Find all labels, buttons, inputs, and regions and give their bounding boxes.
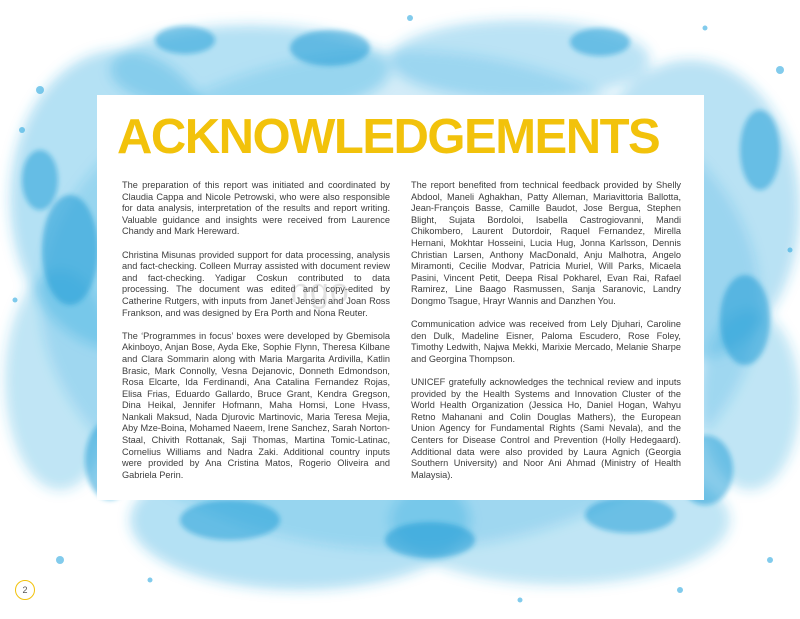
page-title: ACKNOWLEDGEMENTS [117, 110, 660, 164]
paragraph: The preparation of this report was initiated and coordinated by Claudia Cappa and Nicole Petrowski, who were also responsible for data analysis, interpretation of the results and report writing. Valuable guidance and insights were received from Laurence Chandy and Mark Hereward. [122, 180, 390, 237]
content-panel [97, 95, 704, 500]
paragraph: The report benefited from technical feedback provided by Shelly Abdool, Maneli Aghakhan, Patty Alleman, Mariavittoria Ballotta, Jean-François Basse, Camille Baudot, Jose Bergua, Stephen Blight, Sujata Bordoloi, Isabella Castrogiovanni, Mandi Chikombero, Laurent Dutordoir, Raquel Fernandez, Mirella Hernani, Mokhtar Hosseini, Lucia Hug, Jonna Karlsson, Dennis Christian Larsen, Anthony MacDonald, Anju Malhotra, Angelo Miramonti, Cecilie Modvar, Patricia Muriel, Will Parks, Micaela Pasini, Vincent Petit, Deepa Risal Pokharel, Evan Rai, Rafael Ramirez, Line Baago Rasmussen, Sanja Saranovic, Landry Dongmo Tsague, Hrayr Wannis and Danzhen You. [411, 180, 681, 306]
left-column [122, 180, 390, 493]
watermark-text: ngo [290, 272, 350, 310]
paragraph: Communication advice was received from Lely Djuhari, Caroline den Dulk, Madeline Eisner, Paloma Escudero, Rose Foley, Timothy Ledwith, Najwa Mekki, Marixie Mercado, Melanie Sharpe and Georgina Thompson. [411, 319, 681, 364]
page-number: 2 [15, 580, 35, 600]
paragraph: Christina Misunas provided support for data processing, analysis and fact-checking. Colleen Murray assisted with document review and fact-checking. Yadigar Coskun contributed to data processing. The document was edited and copy-edited by Catherine Rutgers, with inputs from Janet Jensen and Joan Ross Frankson, and was designed by Era Porth and Nona Reuter. [122, 249, 390, 318]
paragraph: UNICEF gratefully acknowledges the technical review and inputs provided by the Health Systems and Innovation Cluster of the World Health Organization (Jessica Ho, Daniel Hogan, Wahyu Retno Mahanani and Colin Douglas Mathers), the European Union Agency for Fundamental Rights (Sami Nevala), and the Centers for Disease Control and Prevention (Holly Hedegaard). Additional data were also provided by Laura Agnich (Georgia Southern University) and Noor Ani Ahmad (Ministry of Health Malaysia). [411, 377, 681, 480]
paragraph: The ‘Programmes in focus’ boxes were developed by Gbemisola Akinboyo, Anjan Bose, Ayda Eke, Sophie Flynn, Theresa Kilbane and Clara Sommarin along with Maria Margarita Ardivilla, Katlin Brasic, Mark Connolly, Vesna Dejanovic, Donneth Edmondson, Rosa Elcarte, Ida Ferdinandi, Ana Catalina Fernandez Rojas, Elisa Frias, Eduardo Gallardo, Bruce Grant, Kendra Gregson, Dina Heikal, Jennifer Hofmann, Maha Homsi, Lone Hvass, Nankali Maksud, Nada Djurovic Martinovic, Maria Teresa Mejia, Aby Mze-Boina, Mohamed Naeem, Irene Sanchez, Sarah Norton-Staal, Chivith Rottanak, Saji Thomas, Martina Tomic-Latinac, Cornelius Williams and Nadra Zaki. Additional country inputs were provided by Ana Cristina Matos, Rogerio Oliveira and Gabriela Perin. [122, 330, 390, 480]
right-column [411, 180, 681, 493]
